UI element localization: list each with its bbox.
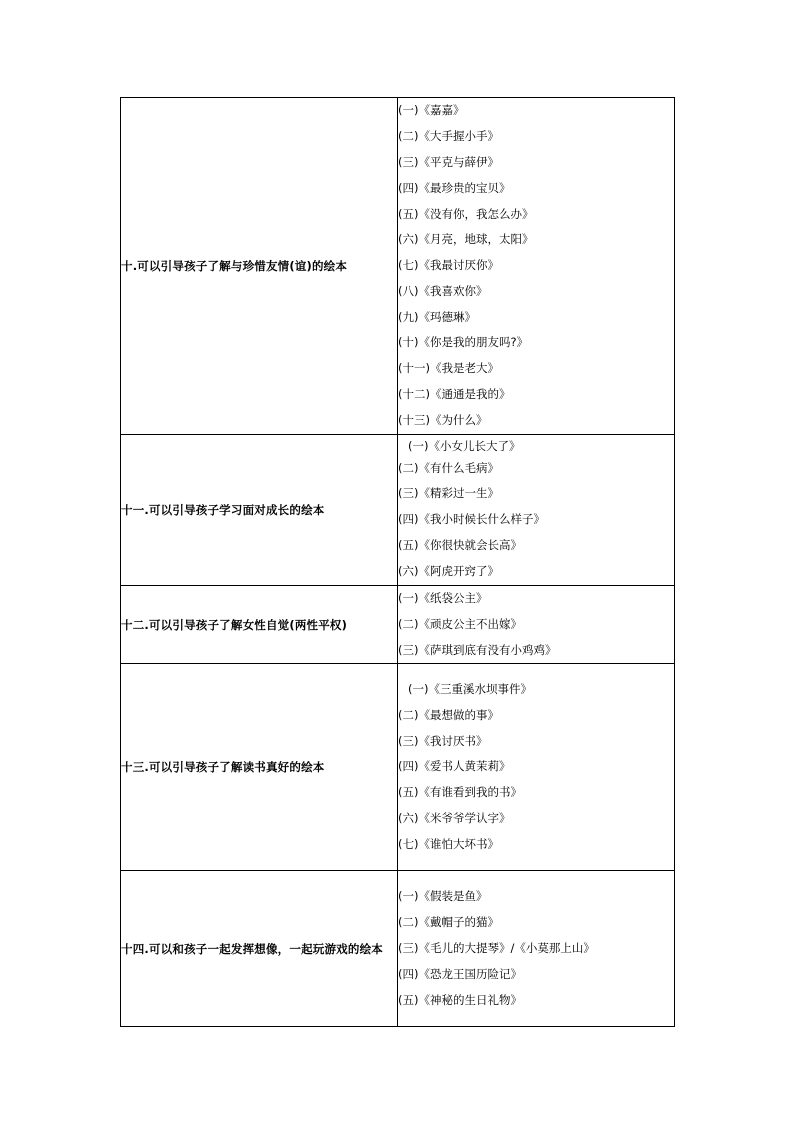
book-item: (一)《假装是鱼》 <box>398 889 488 904</box>
table-row <box>121 664 675 871</box>
category-cell <box>121 98 398 435</box>
picture-book-table <box>120 97 675 1027</box>
book-item: (三)《平克与薛伊》 <box>398 154 499 169</box>
book-item: (一)《嘉嘉》 <box>398 103 465 118</box>
book-list-cell <box>398 435 675 586</box>
category-label: 十四.可以和孩子一起发挥想像，一起玩游戏的绘本 <box>121 941 383 956</box>
book-item: (七)《我最讨厌你》 <box>398 258 499 273</box>
book-item: (三)《我讨厌书》 <box>398 733 488 748</box>
book-item: (九)《玛德琳》 <box>398 309 476 324</box>
book-item: (三)《精彩过一生》 <box>398 486 499 501</box>
book-item: (五)《没有你，我怎么办》 <box>398 206 534 221</box>
book-item: (二)《有什么毛病》 <box>398 460 499 475</box>
category-label: 十.可以引导孩子了解与珍惜友情(谊)的绘本 <box>121 259 348 273</box>
category-label: 十二.可以引导孩子了解女性自觉(两性平权) <box>121 617 348 632</box>
book-item: (七)《谁怕大坏书》 <box>398 836 499 851</box>
category-cell <box>121 435 398 586</box>
table-row <box>121 435 675 586</box>
table-row <box>121 98 675 435</box>
book-item: (五)《你很快就会长高》 <box>398 537 522 552</box>
book-item: (六)《米爷爷学认字》 <box>398 811 511 826</box>
book-item: (八)《我喜欢你》 <box>398 283 488 298</box>
category-label: 十一.可以引导孩子学习面对成长的绘本 <box>121 503 325 517</box>
book-item: (三)《毛儿的大提琴》/《小莫那上山》 <box>398 940 595 955</box>
table-row <box>121 586 675 664</box>
table-row <box>121 871 675 1027</box>
book-item: (十一)《我是老大》 <box>398 361 499 376</box>
book-item: (一)《小女儿长大了》 <box>408 438 521 453</box>
book-list-cell <box>398 586 675 664</box>
book-item: (二)《最想做的事》 <box>398 707 499 722</box>
book-item: (十二)《通通是我的》 <box>398 387 511 402</box>
book-item: (四)《爱书人黄茉莉》 <box>398 759 511 774</box>
book-list-cell <box>398 664 675 871</box>
book-item: (三)《萨琪到底有没有小鸡鸡》 <box>398 642 557 657</box>
book-item: (四)《最珍贵的宝贝》 <box>398 180 511 195</box>
book-item: (四)《我小时候长什么样子》 <box>398 512 545 527</box>
book-item: (二)《大手握小手》 <box>398 129 499 144</box>
book-item: (一)《三重溪水坝事件》 <box>408 682 532 697</box>
book-item: (六)《阿虎开窍了》 <box>398 563 499 578</box>
book-list-cell <box>398 98 675 435</box>
category-cell <box>121 871 398 1027</box>
book-item: (十)《你是我的朋友吗?》 <box>398 335 529 350</box>
book-item: (四)《恐龙王国历险记》 <box>398 966 522 981</box>
category-cell <box>121 586 398 664</box>
book-item: (五)《神秘的生日礼物》 <box>398 992 522 1007</box>
book-item: (二)《戴帽子的猫》 <box>398 915 499 930</box>
book-item: (六)《月亮，地球，太阳》 <box>398 232 534 247</box>
category-cell <box>121 664 398 871</box>
category-label: 十三.可以引导孩子了解读书真好的绘本 <box>121 760 325 775</box>
book-item: (十三)《为什么》 <box>398 412 488 427</box>
book-item: (一)《纸袋公主》 <box>398 591 488 605</box>
book-item: (二)《顽皮公主不出嫁》 <box>398 616 522 631</box>
book-list-cell <box>398 871 675 1027</box>
book-item: (五)《有谁看到我的书》 <box>398 785 522 800</box>
